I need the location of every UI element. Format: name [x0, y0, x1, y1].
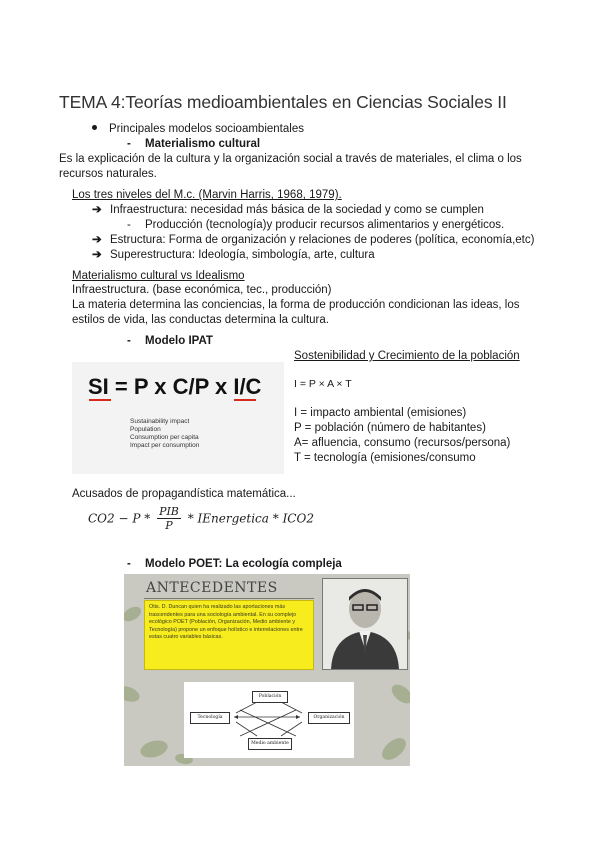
poet-diagram [184, 682, 354, 758]
legend-line: Consumption per capita [130, 434, 199, 441]
niveles-heading: Los tres niveles del M.c. (Marvin Harris, 1968, 1979). [72, 189, 342, 201]
ipat-image-legend [130, 418, 199, 450]
formula-fraction [157, 505, 181, 532]
ipat-def: I = impacto ambiental (emisiones) [294, 407, 467, 419]
node-organizacion: Organización [308, 712, 350, 724]
slide-title: ANTECEDENTES [146, 580, 278, 596]
formula-denominator: P [165, 519, 173, 532]
legend-line: Population [130, 426, 161, 433]
vs-line2: La materia determina las conciencias, la forma de producción condicionan las ideas, los [72, 299, 520, 311]
poet-heading: - Modelo POET: La ecología compleja [127, 558, 342, 570]
red-underline-si [89, 399, 111, 401]
legend-line: Sustainability impact [130, 418, 190, 425]
poet-slide-image [124, 574, 410, 766]
ipat-heading-text: Modelo IPAT [145, 335, 213, 347]
formula-co2 [88, 505, 314, 532]
ipat-def: A= afluencia, consumo (recursos/persona) [294, 437, 511, 449]
arrow-icon: ➔ [92, 204, 102, 216]
ipat-image [72, 362, 284, 474]
node-poblacion: Población [252, 691, 288, 703]
slide-yellow-note: Otis. D. Duncan quien ha realizado las aportaciones más trascendentes para una sociología ambiental. En su complejo ecológico POET (Población, Organización, Medio ambiente y Tecnología) propone un enfoque holístico e interrelaciones entre estas cuatro variables básicas. [144, 600, 314, 670]
subheading-materialismo: - Materialismo cultural [127, 138, 261, 150]
subheading-text: Materialismo cultural [145, 138, 261, 150]
arrow-icon: ➔ [92, 249, 102, 261]
nivel-infra-sub-text: Producción (tecnología)y producir recursos alimentarios y energéticos. [145, 219, 505, 231]
poet-heading-text: Modelo POET: La ecología compleja [145, 558, 342, 570]
para1-line1: Es la explicación de la cultura y la organización social a través de materiales, el clima o los [59, 153, 522, 165]
duncan-photo [322, 578, 408, 670]
nivel-super-text: Superestructura: Ideología, simbología, arte, cultura [110, 249, 375, 261]
node-medio-ambiente: Medio ambiente [248, 738, 292, 750]
nivel-superestructura [92, 248, 375, 263]
nivel-infra-text: Infraestructura: necesidad más básica de la sociedad y como se cumplen [110, 204, 484, 216]
legend-line: Impact per consumption [130, 442, 200, 449]
node-tecnologia: Tecnología [190, 712, 230, 724]
portrait-icon [323, 579, 407, 669]
acusados-text: Acusados de propagandística matemática... [72, 488, 296, 500]
formula-left: CO2 − P * [88, 511, 151, 526]
vs-line1: Infraestructura. (base económica, tec., producción) [72, 284, 332, 296]
nivel-infra-sub: - Producción (tecnología)y producir recursos alimentarios y energéticos. [127, 219, 505, 231]
arrow-icon: ➔ [92, 234, 102, 246]
bullet-dot-icon [92, 125, 97, 130]
vs-line3: estilos de vida, las conductas determina la cultura. [72, 314, 329, 326]
nivel-estructura-text: Estructura: Forma de organización y relaciones de poderes (política, economía,etc) [110, 234, 535, 246]
ipat-image-formula: SI = P x C/P x I/C [88, 374, 262, 399]
red-underline-ic [234, 399, 256, 401]
bullet-text: Principales modelos socioambientales [109, 123, 304, 135]
formula-right: * IEnergetica * ICO2 [187, 511, 314, 526]
ipat-heading: - Modelo IPAT [127, 335, 213, 347]
vs-heading: Materialismo cultural vs Idealismo [72, 270, 245, 282]
para1-line2: recursos naturales. [59, 168, 157, 180]
formula-numerator: PIB [159, 505, 179, 518]
nivel-estructura [92, 233, 534, 248]
ipat-equation: I = P × A × T [294, 378, 352, 390]
slide-title-rule [144, 598, 314, 599]
page-title: TEMA 4:Teorías medioambientales en Ciencias Sociales II [59, 92, 507, 112]
bullet-principales-modelos [92, 122, 304, 137]
nivel-infraestructura [92, 203, 484, 218]
ipat-right-heading: Sostenibilidad y Crecimiento de la población [294, 350, 520, 362]
ipat-def: P = población (número de habitantes) [294, 422, 486, 434]
ipat-def: T = tecnología (emisiones/consumo [294, 452, 476, 464]
